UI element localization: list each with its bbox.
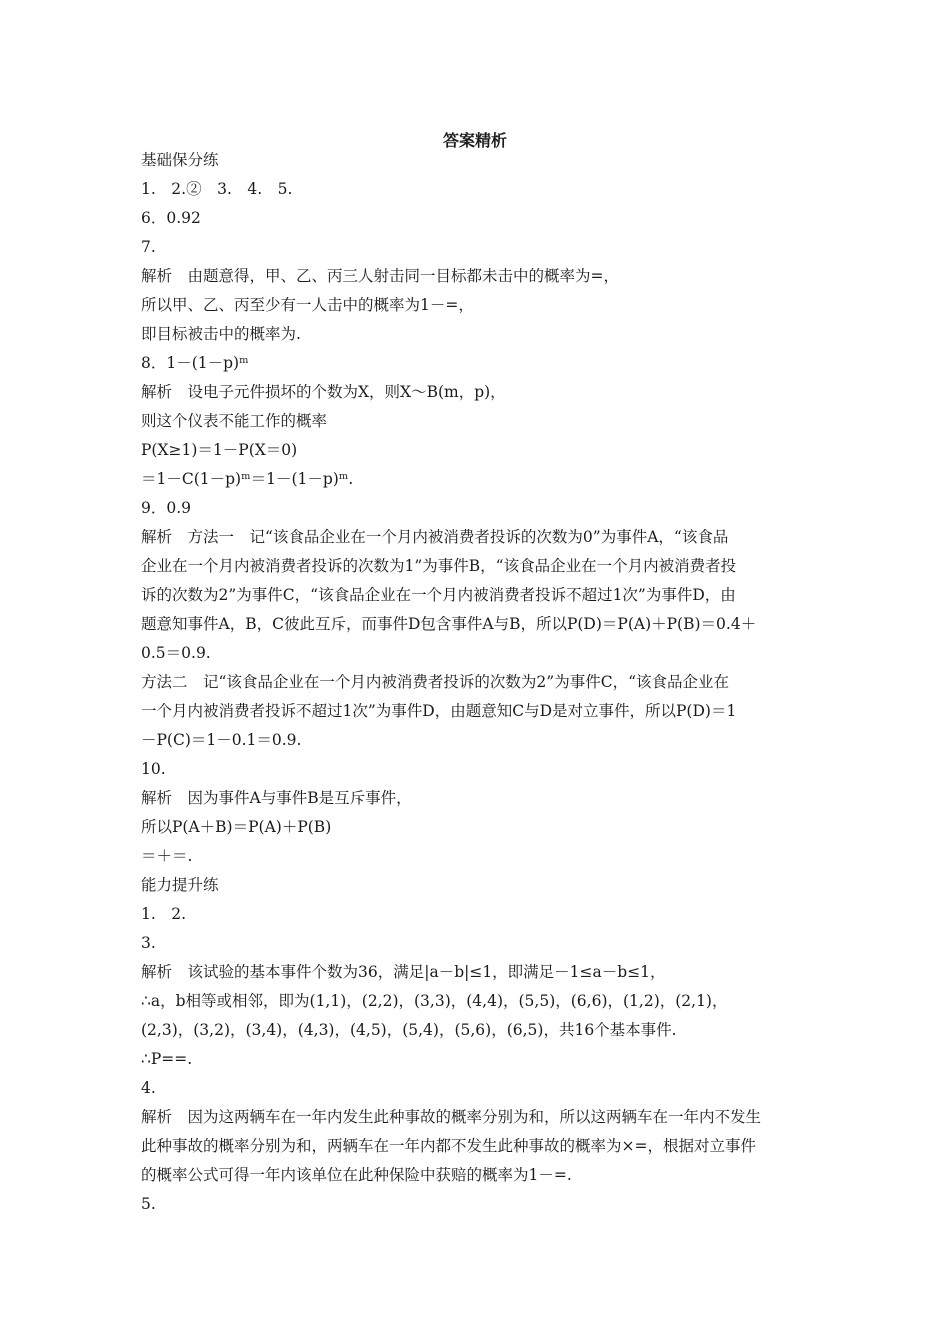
explanation-line: 解析 该试验的基本事件个数为36，满足|a－b|≤1，即满足－1≤a－b≤1， [141, 963, 666, 981]
explanation-line: 的概率公式可得一年内该单位在此种保险中获赔的概率为1－=. [141, 1166, 572, 1184]
explanation-line: 则这个仪表不能工作的概率 [141, 412, 328, 430]
section-heading-advanced: 能力提升练 [141, 876, 219, 894]
explanation-line: 此种事故的概率分别为和，两辆车在一年内都不发生此种事故的概率为×=，根据对立事件 [141, 1137, 756, 1155]
answer-line: 8．1－(1－p)ᵐ [141, 354, 249, 372]
explanation-line: 所以甲、乙、丙至少有一人击中的概率为1－=， [141, 296, 474, 314]
explanation-line: 解析 方法一 记“该食品企业在一个月内被消费者投诉的次数为0”为事件A，“该食品 [141, 528, 729, 546]
explanation-line: 解析 因为事件A与事件B是互斥事件， [141, 789, 412, 807]
explanation-line: ＝1－C(1－p)ᵐ＝1－(1－p)ᵐ. [141, 470, 354, 488]
explanation-line: P(X≥1)＝1－P(X＝0) [141, 441, 298, 459]
explanation-line: 解析 设电子元件损坏的个数为X，则X～B(m，p)， [141, 383, 506, 401]
explanation-line: ＝＋＝. [141, 847, 193, 865]
answer-line: 1. 2.② 3. 4. 5. [141, 180, 293, 198]
explanation-line: 解析 由题意得，甲、乙、丙三人射击同一目标都未击中的概率为=， [141, 267, 619, 285]
explanation-line: 题意知事件A，B，C彼此互斥，而事件D包含事件A与B，所以P(D)＝P(A)＋P(B)＝0.4＋ [141, 615, 757, 633]
answer-line: 6．0.92 [141, 209, 201, 227]
section-heading-basic: 基础保分练 [141, 151, 219, 169]
answer-line: 5. [141, 1195, 156, 1213]
explanation-line: 企业在一个月内被消费者投诉的次数为1”为事件B，“该食品企业在一个月内被消费者投 [141, 557, 737, 575]
answer-line: 4. [141, 1079, 156, 1097]
explanation-line: 方法二 记“该食品企业在一个月内被消费者投诉的次数为2”为事件C，“该食品企业在 [141, 673, 729, 691]
answer-line: 3. [141, 934, 156, 952]
explanation-line: 一个月内被消费者投诉不超过1次”为事件D，由题意知C与D是对立事件，所以P(D)＝1 [141, 702, 737, 720]
explanation-line: ∴a，b相等或相邻，即为(1,1)，(2,2)，(3,3)，(4,4)，(5,5)，(6,6)，(1,2)，(2,1)， [141, 992, 728, 1010]
explanation-line: 解析 因为这两辆车在一年内发生此种事故的概率分别为和，所以这两辆车在一年内不发生 [141, 1108, 762, 1126]
explanation-line: －P(C)＝1－0.1＝0.9. [141, 731, 302, 749]
answer-line: 1. 2. [141, 905, 187, 923]
page-title: 答案精析 [442, 131, 507, 150]
answer-line: 7. [141, 238, 156, 256]
answer-line: 10. [141, 760, 166, 778]
explanation-line: 诉的次数为2”为事件C，“该食品企业在一个月内被消费者投诉不超过1次”为事件D，由 [141, 586, 736, 604]
explanation-line: 0.5＝0.9. [141, 644, 211, 662]
explanation-line: (2,3)，(3,2)，(3,4)，(4,3)，(4,5)，(5,4)，(5,6)，(6,5)，共16个基本事件. [141, 1021, 677, 1039]
explanation-line: ∴P==. [141, 1050, 193, 1068]
explanation-line: 即目标被击中的概率为. [141, 325, 301, 343]
answer-line: 9．0.9 [141, 499, 192, 517]
explanation-line: 所以P(A＋B)＝P(A)＋P(B) [141, 818, 332, 836]
